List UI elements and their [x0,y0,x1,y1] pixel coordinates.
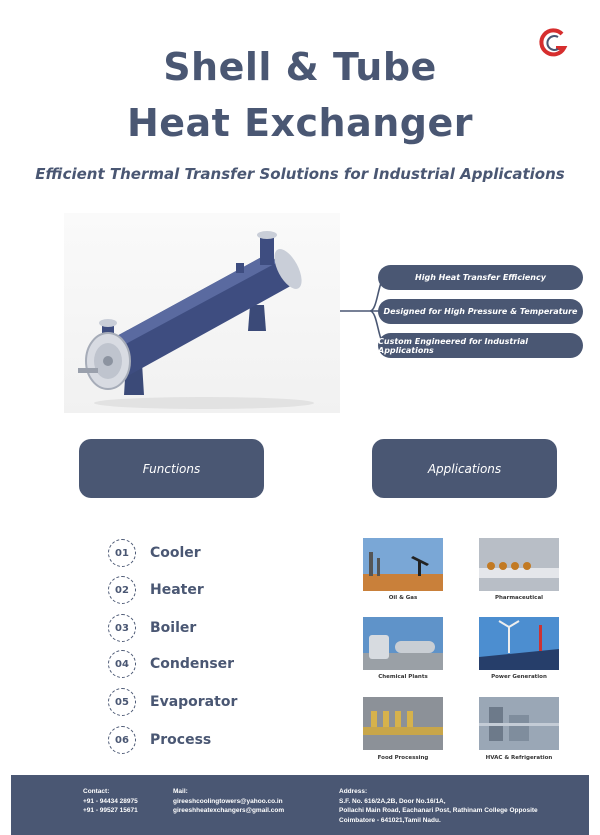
footer-mail [173,787,284,816]
function-label: Process [150,732,212,748]
function-item [108,649,234,679]
function-number: 04 [108,650,136,678]
hvac-refrigeration-image [479,697,559,750]
functions-heading: Functions [79,439,264,498]
function-label: Boiler [150,620,197,636]
feature-pill: Custom Engineered for Industrial Applications [378,333,583,358]
function-item [108,725,211,755]
oil-gas-image [363,538,443,591]
applications-heading: Applications [372,439,557,498]
food-processing-image [363,697,443,750]
function-item [108,687,237,717]
footer [11,775,589,835]
function-number: 02 [108,576,136,604]
application-label: HVAC & Refrigeration [485,755,553,761]
feature-pill: High Heat Transfer Efficiency [378,265,583,290]
email-address: gireeshheatexchangers@gmail.com [173,807,285,814]
function-label: Condenser [150,656,235,672]
address-line: S.F. No. 616/2A,2B, Door No.16/1A, [339,797,446,805]
function-number: 01 [108,539,136,567]
application-label: Power Generation [491,674,547,680]
contact-label: Contact: [83,788,110,795]
function-label: Heater [150,582,204,598]
address-line: Pollachi Main Road, Eachanari Post, Rathinam College Opposite [339,807,538,814]
footer-address [339,787,538,825]
function-number: 03 [108,614,136,642]
address-line: Coimbatore - 641021,Tamil Nadu. [339,816,441,824]
function-label: Evaporator [150,694,238,710]
function-item [108,538,201,568]
feature-pill: Designed for High Pressure & Temperature [378,299,583,324]
function-number: 06 [108,726,136,754]
page-subtitle: Efficient Thermal Transfer Solutions for Industrial Applications [35,165,565,183]
function-item [108,613,196,643]
footer-contact [83,787,138,816]
application-label: Oil & Gas [388,595,418,601]
heat-exchanger-image [64,213,340,413]
page-title-line-2: Heat Exchanger [126,101,474,145]
application-label: Chemical Plants [378,674,428,680]
function-label: Cooler [150,545,201,561]
phone-number: +91 - 94434 28975 [83,797,138,805]
mail-label: Mail: [173,788,188,795]
email-address: gireeshcoolingtowers@yahoo.co.in [173,797,283,805]
application-label: Pharmaceutical [494,595,544,601]
chemical-plants-image [363,617,443,670]
page-title-line-1: Shell & Tube [163,45,437,89]
phone-number: +91 - 99527 15671 [83,807,138,814]
function-number: 05 [108,688,136,716]
address-label: Address: [339,788,368,795]
function-item [108,575,204,605]
application-label: Food Processing [377,755,429,761]
pharmaceutical-image [479,538,559,591]
power-generation-image [479,617,559,670]
